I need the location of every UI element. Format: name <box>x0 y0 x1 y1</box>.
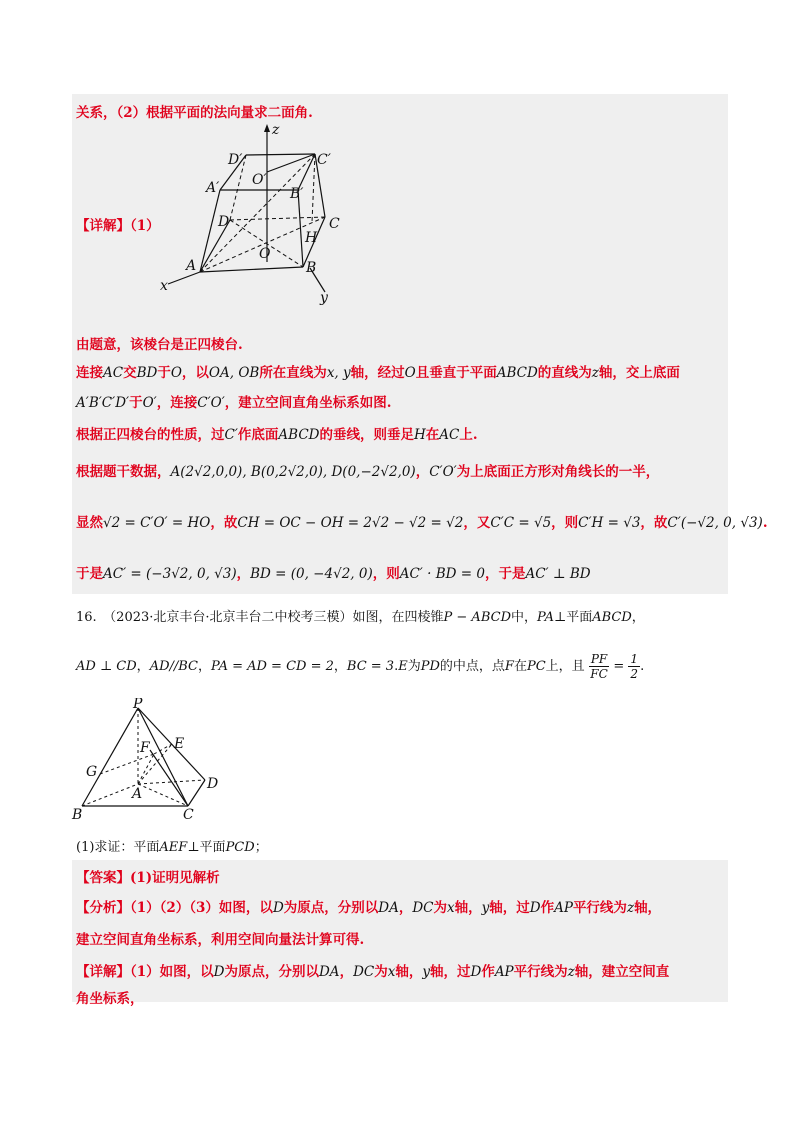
svg-text:B: B <box>72 807 83 823</box>
svg-text:D: D <box>218 214 230 230</box>
svg-text:F: F <box>140 740 150 756</box>
answer-line: 【答案】(1)证明见解析 <box>76 870 220 886</box>
svg-text:P: P <box>133 698 143 712</box>
svg-text:z: z <box>272 122 280 138</box>
line-coordinate-setup: 连接AC交BD于O，以OA, OB所在直线为x, y轴，经过O且垂直于平面ABCD的直线为z轴，交上底面 <box>76 365 680 381</box>
svg-text:x: x <box>160 278 168 294</box>
method-line: 关系，（2）根据平面的法向量求二面角. <box>76 105 313 121</box>
detail-line-2: 角坐标系， <box>76 991 144 1007</box>
svg-text:G: G <box>86 764 98 780</box>
line-given-data: 根据题干数据，A(2√2,0,0), B(0,2√2,0), D(0,−2√2,0)，C′O′为上底面正方形对角线长的一半， <box>76 464 660 480</box>
problem-16-conditions: AD ⊥ CD，AD//BC，PA = AD = CD = 2，BC = 3.E为PD的中点，点F在PC上，且 $\frac{PF}{FC}$ = $\frac{1}{2}$ . <box>76 652 645 681</box>
svg-text:D: D <box>207 776 219 792</box>
svg-text:C′: C′ <box>317 152 331 168</box>
svg-text:B′: B′ <box>290 186 304 202</box>
edge-AB <box>200 267 303 272</box>
svg-text:O′: O′ <box>252 172 267 188</box>
detail-line: 【详解】（1）如图，以D为原点，分别以DA，DC为x轴，y轴，过D作AP平行线为z轴，建立空间直 <box>76 964 670 980</box>
line-top-base: A′B′C′D′于O′，连接C′O′，建立空间直角坐标系如图. <box>76 395 392 411</box>
detail-label: 【详解】（1） <box>76 218 160 234</box>
line-vectors: 于是AC′ = (−3√2, 0, √3)，BD = (0, −4√2, 0)，则AC′ · BD = 0，于是AC′ ⊥ BD <box>76 566 591 582</box>
problem-16-statement: 16. （2023·北京丰台·北京丰台二中校考三模）如图，在四棱锥P − ABCD中，PA⊥平面ABCD， <box>76 610 645 625</box>
svg-text:H: H <box>305 230 318 246</box>
svg-text:A: A <box>186 258 197 274</box>
svg-text:A′: A′ <box>206 180 220 196</box>
question-1: (1)求证：平面AEF⊥平面PCD； <box>76 840 268 855</box>
line-regular-frustum: 由题意，该棱台是正四棱台. <box>76 337 243 353</box>
half-fraction: $\frac{1}{2}$ <box>630 652 639 681</box>
svg-text:B: B <box>306 260 317 276</box>
svg-text:D′: D′ <box>228 152 243 168</box>
analysis-line-2: 建立空间直角坐标系，利用空间向量法计算可得. <box>76 932 365 948</box>
frustum-figure <box>160 122 360 307</box>
svg-text:C: C <box>183 807 194 823</box>
line-lengths: 显然√2 = C′O′ = HO，故CH = OC − OH = 2√2 − √2 = √2，又C′C = √5，则C′H = √3，故C′(−√2, 0, √3). <box>76 515 768 531</box>
svg-text:O: O <box>259 246 271 262</box>
svg-text:C: C <box>329 216 340 232</box>
svg-text:E: E <box>174 736 185 752</box>
svg-text:y: y <box>320 290 328 306</box>
pyramid-figure <box>70 698 230 823</box>
analysis-line: 【分析】（1）（2）（3）如图，以D为原点，分别以DA，DC为x轴，y轴，过D作AP平行线为z轴， <box>76 900 662 916</box>
line-perpendicular: 根据正四棱台的性质，过C′作底面ABCD的垂线，则垂足H在AC上. <box>76 427 478 443</box>
svg-text:A: A <box>132 786 143 802</box>
ratio-fraction: $\frac{PF}{FC}$ <box>590 652 608 681</box>
